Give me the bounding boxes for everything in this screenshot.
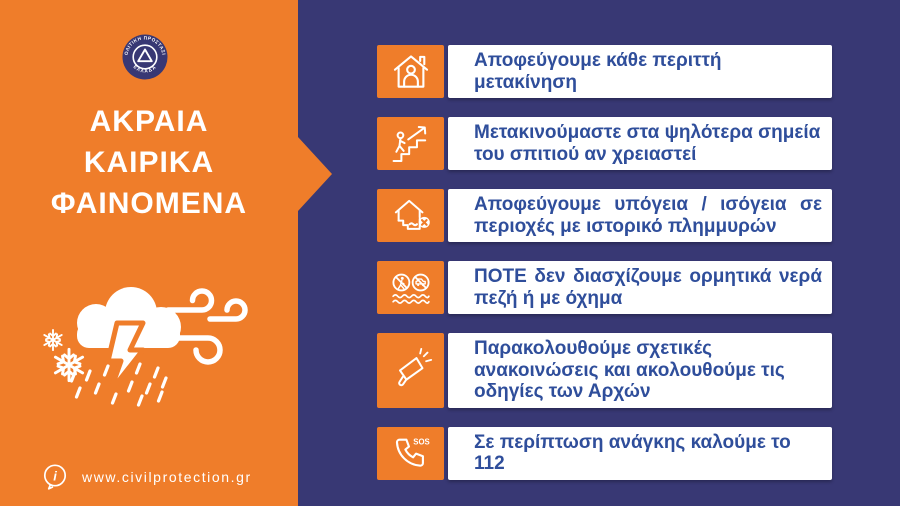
panel-arrow-decoration [298,137,332,211]
instruction-text: Αποφεύγουμε υπόγεια / ισόγεια σε περιοχές με ιστορικό πλημμυρών [474,194,822,237]
no-crossing-water-icon [389,268,433,308]
instruction-list [377,45,832,480]
icon-tile [377,117,444,170]
instruction-text: Σε περίπτωση ανάγκης καλούμε το 112 [474,431,791,474]
logo-ring-text-bottom: ΕΛΛΑΔΑ [132,64,158,74]
icon-tile [377,261,444,314]
instruction-box [448,427,832,480]
phone-sos-icon [389,431,433,475]
left-panel [0,0,298,506]
icon-tile [377,189,444,242]
instruction-row-move-higher [377,117,832,170]
flooded-basement-icon [389,194,433,238]
instruction-row-avoid-movement [377,45,832,98]
title-line-3: ΦΑΙΝΟΜΕΝΑ [50,187,248,220]
svg-text:i: i [53,468,57,484]
instruction-row-avoid-basements [377,189,832,242]
megaphone-icon [389,348,433,392]
footer [42,463,252,491]
website-url: www.civilprotection.gr [82,469,252,485]
instruction-text: ΠΟΤΕ δεν διασχίζουμε ορμητικά νερά πεζή ή με όχημα [474,266,822,309]
logo-ring-text-top: ΟΛΙΤΙΚΗ ΠΡΟΣΤΑΣΙ [123,35,167,56]
instruction-text: Παρακολουθούμε σχετικές ανακοινώσεις και ακολουθούμε τις οδηγίες των Αρχών [474,338,785,402]
sos-label: SOS [412,437,430,447]
title-line-1: ΑΚΡΑΙΑ [89,105,209,138]
stairs-up-icon [389,122,433,166]
storm-cloud-lightning-wind-snow-rain-icon [20,276,265,416]
lightning-bolt [108,323,143,392]
instruction-text: Μετακινούμαστε στα ψηλότερα σημεία του σπιτιού αν χρειαστεί [474,122,821,165]
instruction-box [448,45,832,98]
instruction-box [448,261,832,314]
instruction-row-follow-authorities [377,333,832,408]
snowflake-large-icon [53,349,85,380]
instruction-row-never-cross-water [377,261,832,314]
title-line-2: ΚΑΙΡΙΚΑ [83,146,215,179]
instruction-text: Αποφεύγουμε κάθε περιττή μετακίνηση [474,50,722,93]
instruction-box [448,117,832,170]
icon-tile [377,427,444,480]
instruction-box [448,189,832,242]
icon-tile [377,45,444,98]
snowflake-small-icon [43,330,63,350]
house-person-icon [389,50,433,94]
instruction-row-call-112 [377,427,832,480]
civil-protection-logo [122,34,168,80]
icon-tile [377,333,444,408]
instruction-box [448,333,832,408]
page-title [0,101,298,224]
info-icon [42,463,69,491]
